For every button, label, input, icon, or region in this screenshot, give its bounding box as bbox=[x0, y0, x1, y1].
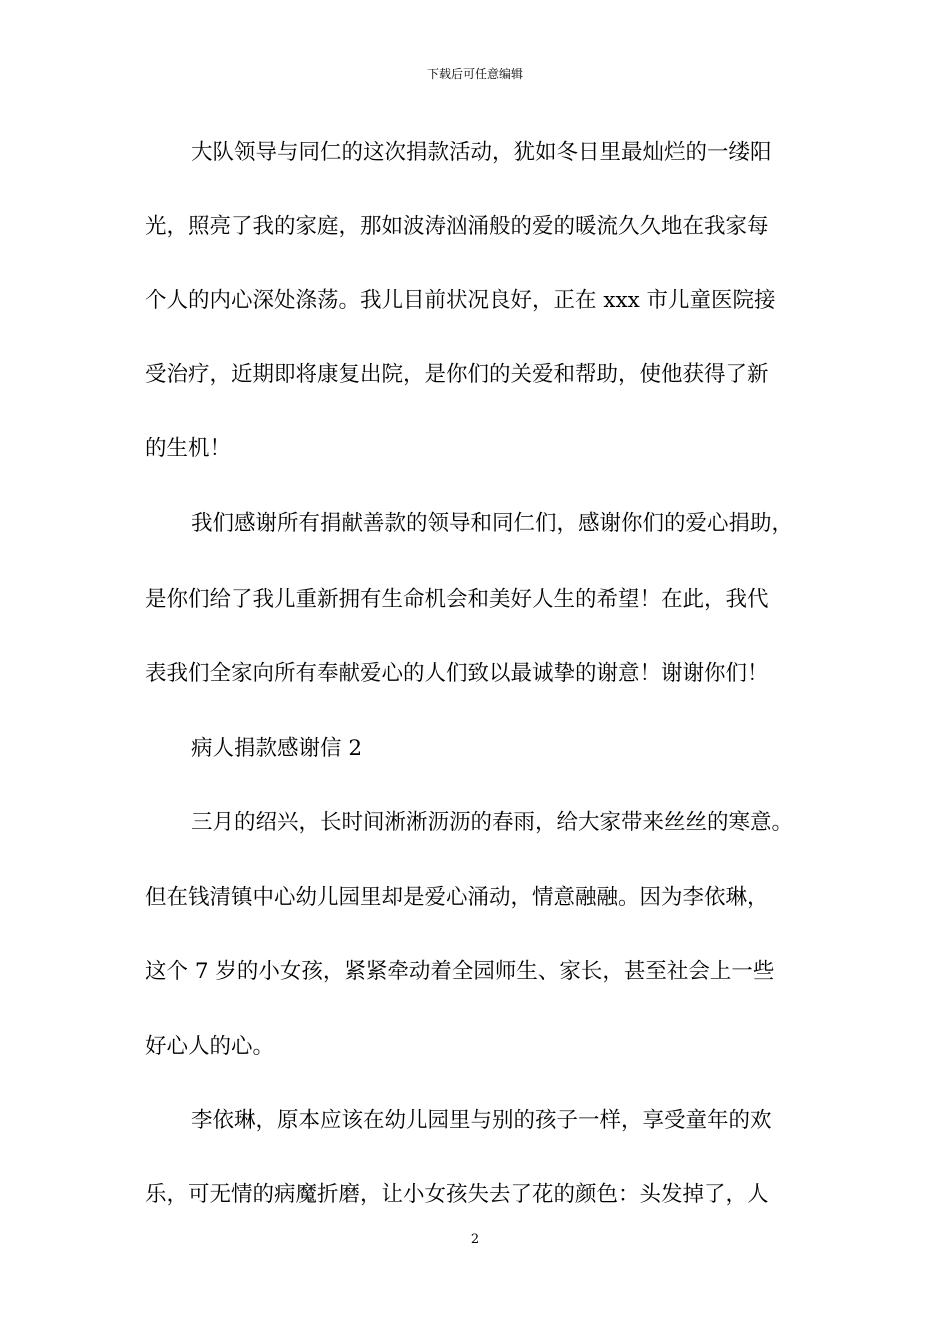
paragraph-2-line-1: 我们感谢所有捐献善款的领导和同仁们，感谢你们的爱心捐助， bbox=[191, 511, 794, 536]
paragraph-2-line-2: 是你们给了我儿重新拥有生命机会和美好人生的希望！在此，我代 bbox=[145, 587, 769, 612]
paragraph-1-line-5: 的生机！ bbox=[145, 436, 232, 461]
paragraph-3-line-4: 好心人的心。 bbox=[145, 1034, 275, 1059]
paragraph-1-line-1: 大队领导与同仁的这次捐款活动，犹如冬日里最灿烂的一缕阳 bbox=[191, 140, 772, 165]
paragraph-3-line-3: 这个 7 岁的小女孩，紧紧牵动着全园师生、家长，甚至社会上一些 bbox=[145, 959, 775, 984]
paragraph-2-line-3: 表我们全家向所有奉献爱心的人们致以最诚挚的谢意！谢谢你们！ bbox=[145, 661, 769, 686]
page-header: 下载后可任意编辑 bbox=[426, 67, 523, 81]
paragraph-3-line-1: 三月的绍兴，长时间淅淅沥沥的春雨，给大家带来丝丝的寒意。 bbox=[191, 810, 794, 835]
paragraph-1-line-4: 受治疗，近期即将康复出院，是你们的关爱和帮助，使他获得了新 bbox=[145, 362, 769, 387]
paragraph-3-line-2: 但在钱清镇中心幼儿园里却是爱心涌动，情意融融。因为李依琳， bbox=[145, 885, 769, 910]
paragraph-1-line-2: 光，照亮了我的家庭，那如波涛汹涌般的爱的暖流久久地在我家每 bbox=[145, 214, 769, 239]
paragraph-4-line-1: 李依琳，原本应该在幼儿园里与别的孩子一样，享受童年的欢 bbox=[191, 1108, 772, 1133]
page-number: 2 bbox=[470, 1232, 480, 1247]
section-heading: 病人捐款感谢信 2 bbox=[191, 736, 363, 761]
paragraph-1-line-3: 个人的内心深处涤荡。我儿目前状况良好，正在 xxx 市儿童医院接 bbox=[145, 288, 776, 313]
paragraph-4-line-2: 乐，可无情的病魔折磨，让小女孩失去了花的颜色：头发掉了，人 bbox=[145, 1182, 769, 1207]
